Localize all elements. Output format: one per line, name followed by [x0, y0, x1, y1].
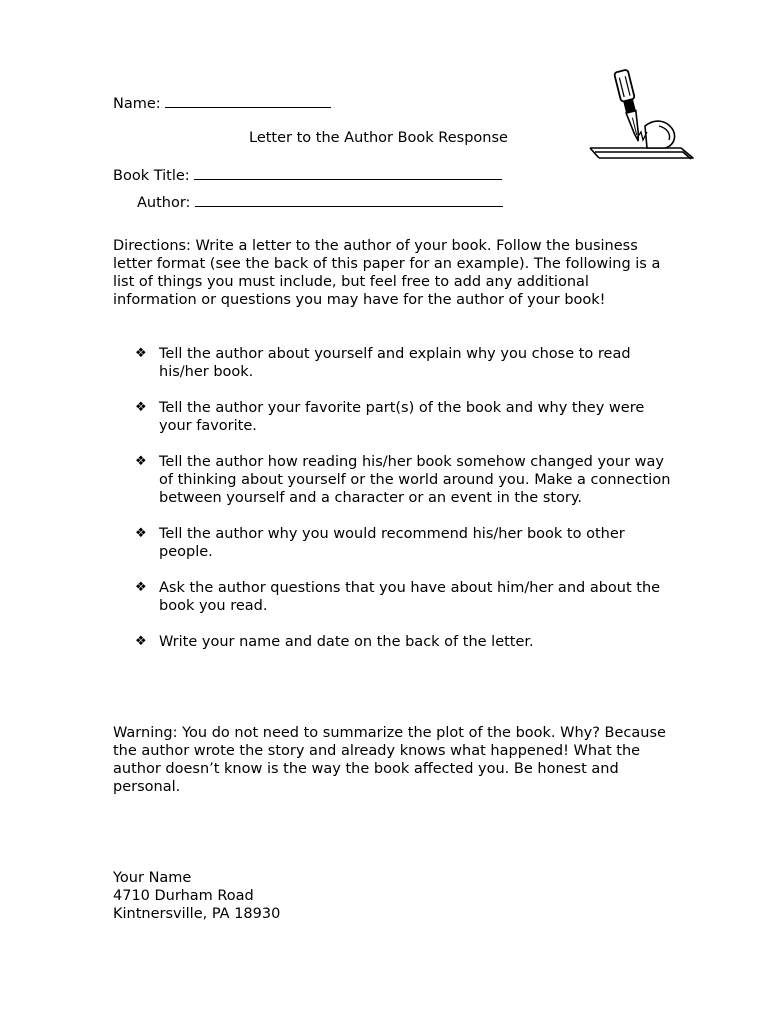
book-title-row: [113, 165, 502, 185]
list-item: [135, 525, 675, 561]
list-item: [135, 453, 675, 507]
address-block: [113, 869, 280, 923]
diamond-bullet-icon: ❖: [135, 454, 147, 469]
directions-paragraph: Directions: Write a letter to the author of your book. Follow the business letter format (see the back of this paper for an example). The following is a list of things you must include, but feel free to add any additional information or questions you may have for the author of your book!: [113, 238, 661, 308]
name-row: [113, 93, 331, 113]
diamond-bullet-icon: ❖: [135, 400, 147, 415]
list-item-text: Tell the author how reading his/her book somehow changed your way of thinking about yourself or the world around you. Make a connection between yourself and a character or an event in the story.: [159, 454, 671, 506]
author-label: Author:: [137, 195, 191, 211]
book-title-label: Book Title:: [113, 168, 190, 184]
diamond-bullet-icon: ❖: [135, 580, 147, 595]
page-title: Letter to the Author Book Response: [249, 130, 508, 146]
diamond-bullet-icon: ❖: [135, 526, 147, 541]
pen-writing-on-paper-icon: [585, 68, 697, 163]
requirements-list: [135, 345, 675, 669]
list-item-text: Tell the author about yourself and explain why you chose to read his/her book.: [159, 346, 631, 380]
list-item-text: Tell the author why you would recommend his/her book to other people.: [159, 526, 625, 560]
list-item: [135, 633, 675, 651]
list-item-text: Write your name and date on the back of the letter.: [159, 634, 534, 650]
address-line-city: Kintnersville, PA 18930: [113, 906, 281, 922]
book-title-blank[interactable]: [194, 165, 502, 180]
warning-paragraph: Warning: You do not need to summarize the plot of the book. Why? Because the author wrote the story and already knows what happened! What the author doesn’t know is the way the book affected you. Be honest and personal.: [113, 725, 666, 795]
author-row: [137, 192, 503, 212]
list-item: [135, 399, 675, 435]
diamond-bullet-icon: ❖: [135, 634, 147, 649]
list-item: [135, 579, 675, 615]
list-item-text: Ask the author questions that you have about him/her and about the book you read.: [159, 580, 661, 614]
list-item: [135, 345, 675, 381]
address-line-name: Your Name: [113, 870, 192, 886]
author-blank[interactable]: [195, 192, 503, 207]
diamond-bullet-icon: ❖: [135, 346, 147, 361]
name-blank[interactable]: [165, 93, 331, 108]
address-line-street: 4710 Durham Road: [113, 888, 254, 904]
list-item-text: Tell the author your favorite part(s) of the book and why they were your favorite.: [159, 400, 645, 434]
name-label: Name:: [113, 96, 161, 112]
